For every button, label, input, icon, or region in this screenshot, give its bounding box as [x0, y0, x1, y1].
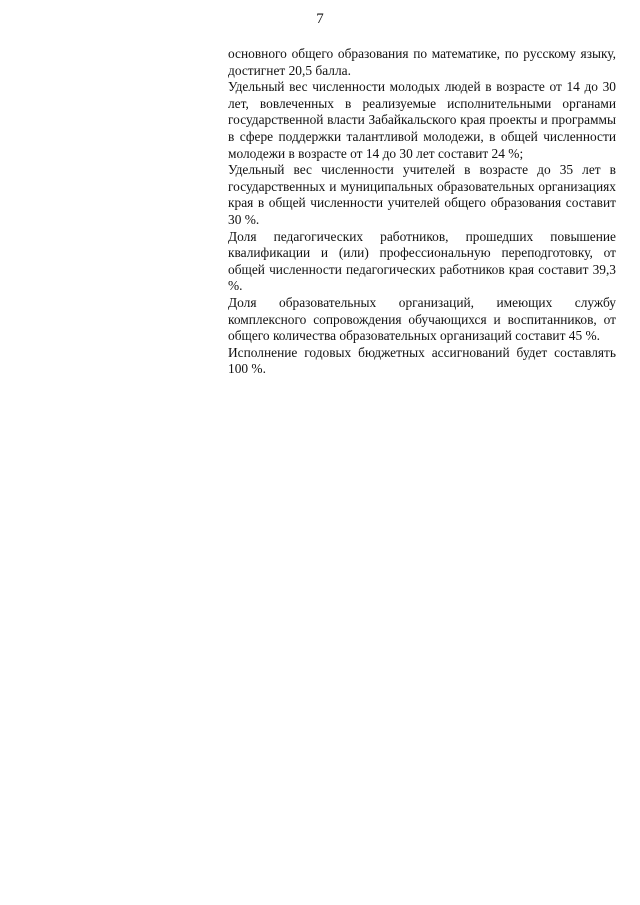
paragraph-youth-involvement: Удельный вес численности молодых людей в возрасте от 14 до 30 лет, вовлеченных в реализуемые исполнительными органами государственной власти Забайкальского края проекты и программы в сфере поддержки талантливой молодежи, в общей численности молодежи в возрасте от 14 до 30 лет составит 24 %; — [228, 79, 616, 161]
paragraph-math-russian-exam: основного общего образования по математике, по русскому языку, достигнет 20,5 балла. — [228, 46, 616, 78]
paragraph-support-service: Доля образовательных организаций, имеющих службу комплексного сопровождения обучающихся и воспитанников, от общего количества образовательных организаций составит 45 %. — [228, 294, 616, 344]
paragraph-young-teachers: Удельный вес численности учителей в возрасте до 35 лет в государственных и муниципальных образовательных организациях края в общей численности учителей общего образования составит 30 %. — [228, 162, 616, 227]
document-body — [228, 46, 616, 378]
page-number: 7 — [316, 11, 324, 27]
paragraph-teacher-qualification: Доля педагогических работников, прошедших повышение квалификации и (или) профессиональную переподготовку, от общей численности педагогических работников края составит 39,3 %. — [228, 228, 616, 294]
paragraph-budget-execution: Исполнение годовых бюджетных ассигнований будет составлять 100 %. — [228, 344, 616, 377]
